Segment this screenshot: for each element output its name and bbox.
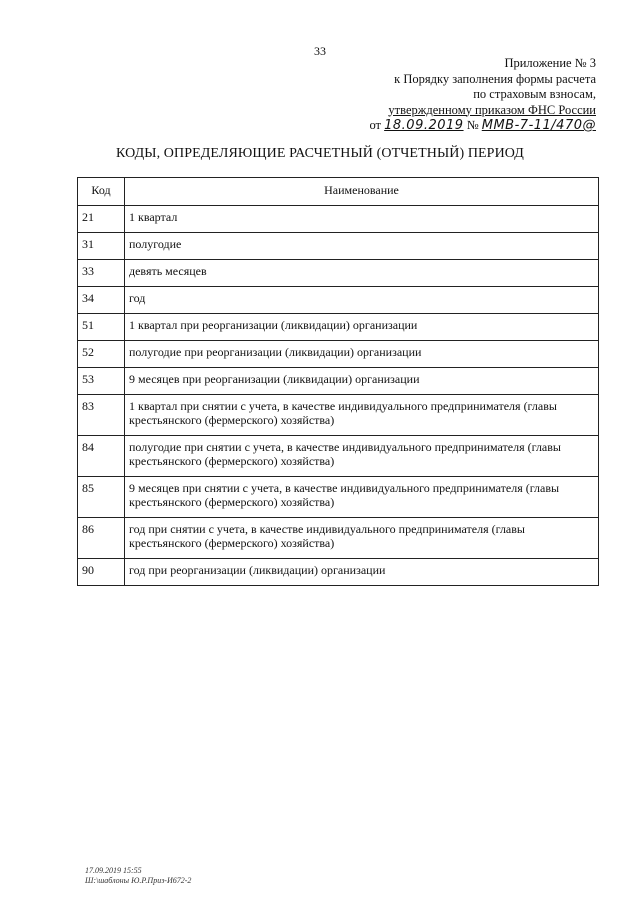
appendix-header bbox=[296, 56, 596, 134]
code-cell: 90 bbox=[78, 559, 125, 586]
header-code: Код bbox=[78, 178, 125, 206]
order-reference bbox=[296, 118, 596, 134]
footer-file-path: Ш:\шаблоны Ю.Р.Приз-И672-2 bbox=[85, 876, 192, 885]
header-name: Наименование bbox=[125, 178, 599, 206]
appendix-line-3: по страховым взносам, bbox=[473, 87, 596, 101]
name-cell: год bbox=[125, 287, 599, 314]
table-row bbox=[78, 314, 599, 341]
name-cell: полугодие при реорганизации (ликвидации) организации bbox=[125, 341, 599, 368]
code-cell: 34 bbox=[78, 287, 125, 314]
code-cell: 52 bbox=[78, 341, 125, 368]
order-prefix: от bbox=[369, 118, 381, 132]
code-cell: 31 bbox=[78, 233, 125, 260]
appendix-line-2: к Порядку заполнения формы расчета bbox=[394, 71, 596, 86]
appendix-line-4: утвержденному приказом ФНС России bbox=[388, 102, 596, 117]
code-cell: 83 bbox=[78, 395, 125, 436]
order-date: 18.09.2019 bbox=[384, 118, 464, 133]
name-cell: 1 квартал bbox=[125, 206, 599, 233]
table-row bbox=[78, 518, 599, 559]
table-row bbox=[78, 233, 599, 260]
name-cell: год при реорганизации (ликвидации) организации bbox=[125, 559, 599, 586]
table-row bbox=[78, 477, 599, 518]
name-cell: полугодие bbox=[125, 233, 599, 260]
footer-timestamp: 17.09.2019 15:55 bbox=[85, 866, 142, 875]
name-cell: полугодие при снятии с учета, в качестве индивидуального предпринимателя (главы крестьянского (фермерского) хозяйства) bbox=[125, 436, 599, 477]
appendix-title: Приложение № 3 bbox=[504, 56, 596, 70]
name-cell: девять месяцев bbox=[125, 260, 599, 287]
table-row bbox=[78, 206, 599, 233]
code-cell: 53 bbox=[78, 368, 125, 395]
name-cell: год при снятии с учета, в качестве индивидуального предпринимателя (главы крестьянского (фермерского) хозяйства) bbox=[125, 518, 599, 559]
table-header-row bbox=[78, 178, 599, 206]
code-cell: 33 bbox=[78, 260, 125, 287]
page-number: 33 bbox=[314, 44, 326, 58]
table-row bbox=[78, 436, 599, 477]
print-footer bbox=[85, 866, 191, 886]
table-row bbox=[78, 287, 599, 314]
code-cell: 86 bbox=[78, 518, 125, 559]
table-row bbox=[78, 341, 599, 368]
code-cell: 21 bbox=[78, 206, 125, 233]
table-row bbox=[78, 559, 599, 586]
name-cell: 1 квартал при снятии с учета, в качестве индивидуального предпринимателя (главы крестьянского (фермерского) хозяйства) bbox=[125, 395, 599, 436]
code-cell: 85 bbox=[78, 477, 125, 518]
table-row bbox=[78, 368, 599, 395]
name-cell: 1 квартал при реорганизации (ликвидации) организации bbox=[125, 314, 599, 341]
order-number-prefix: № bbox=[466, 118, 479, 132]
document-title: КОДЫ, ОПРЕДЕЛЯЮЩИЕ РАСЧЕТНЫЙ (ОТЧЕТНЫЙ) ПЕРИОД bbox=[116, 146, 524, 161]
order-number: ММВ-7-11/470@ bbox=[481, 118, 596, 133]
period-codes-table bbox=[77, 177, 599, 586]
table-row bbox=[78, 395, 599, 436]
table-row bbox=[78, 260, 599, 287]
name-cell: 9 месяцев при реорганизации (ликвидации) организации bbox=[125, 368, 599, 395]
code-cell: 51 bbox=[78, 314, 125, 341]
code-cell: 84 bbox=[78, 436, 125, 477]
name-cell: 9 месяцев при снятии с учета, в качестве индивидуального предпринимателя (главы крестьянского (фермерского) хозяйства) bbox=[125, 477, 599, 518]
